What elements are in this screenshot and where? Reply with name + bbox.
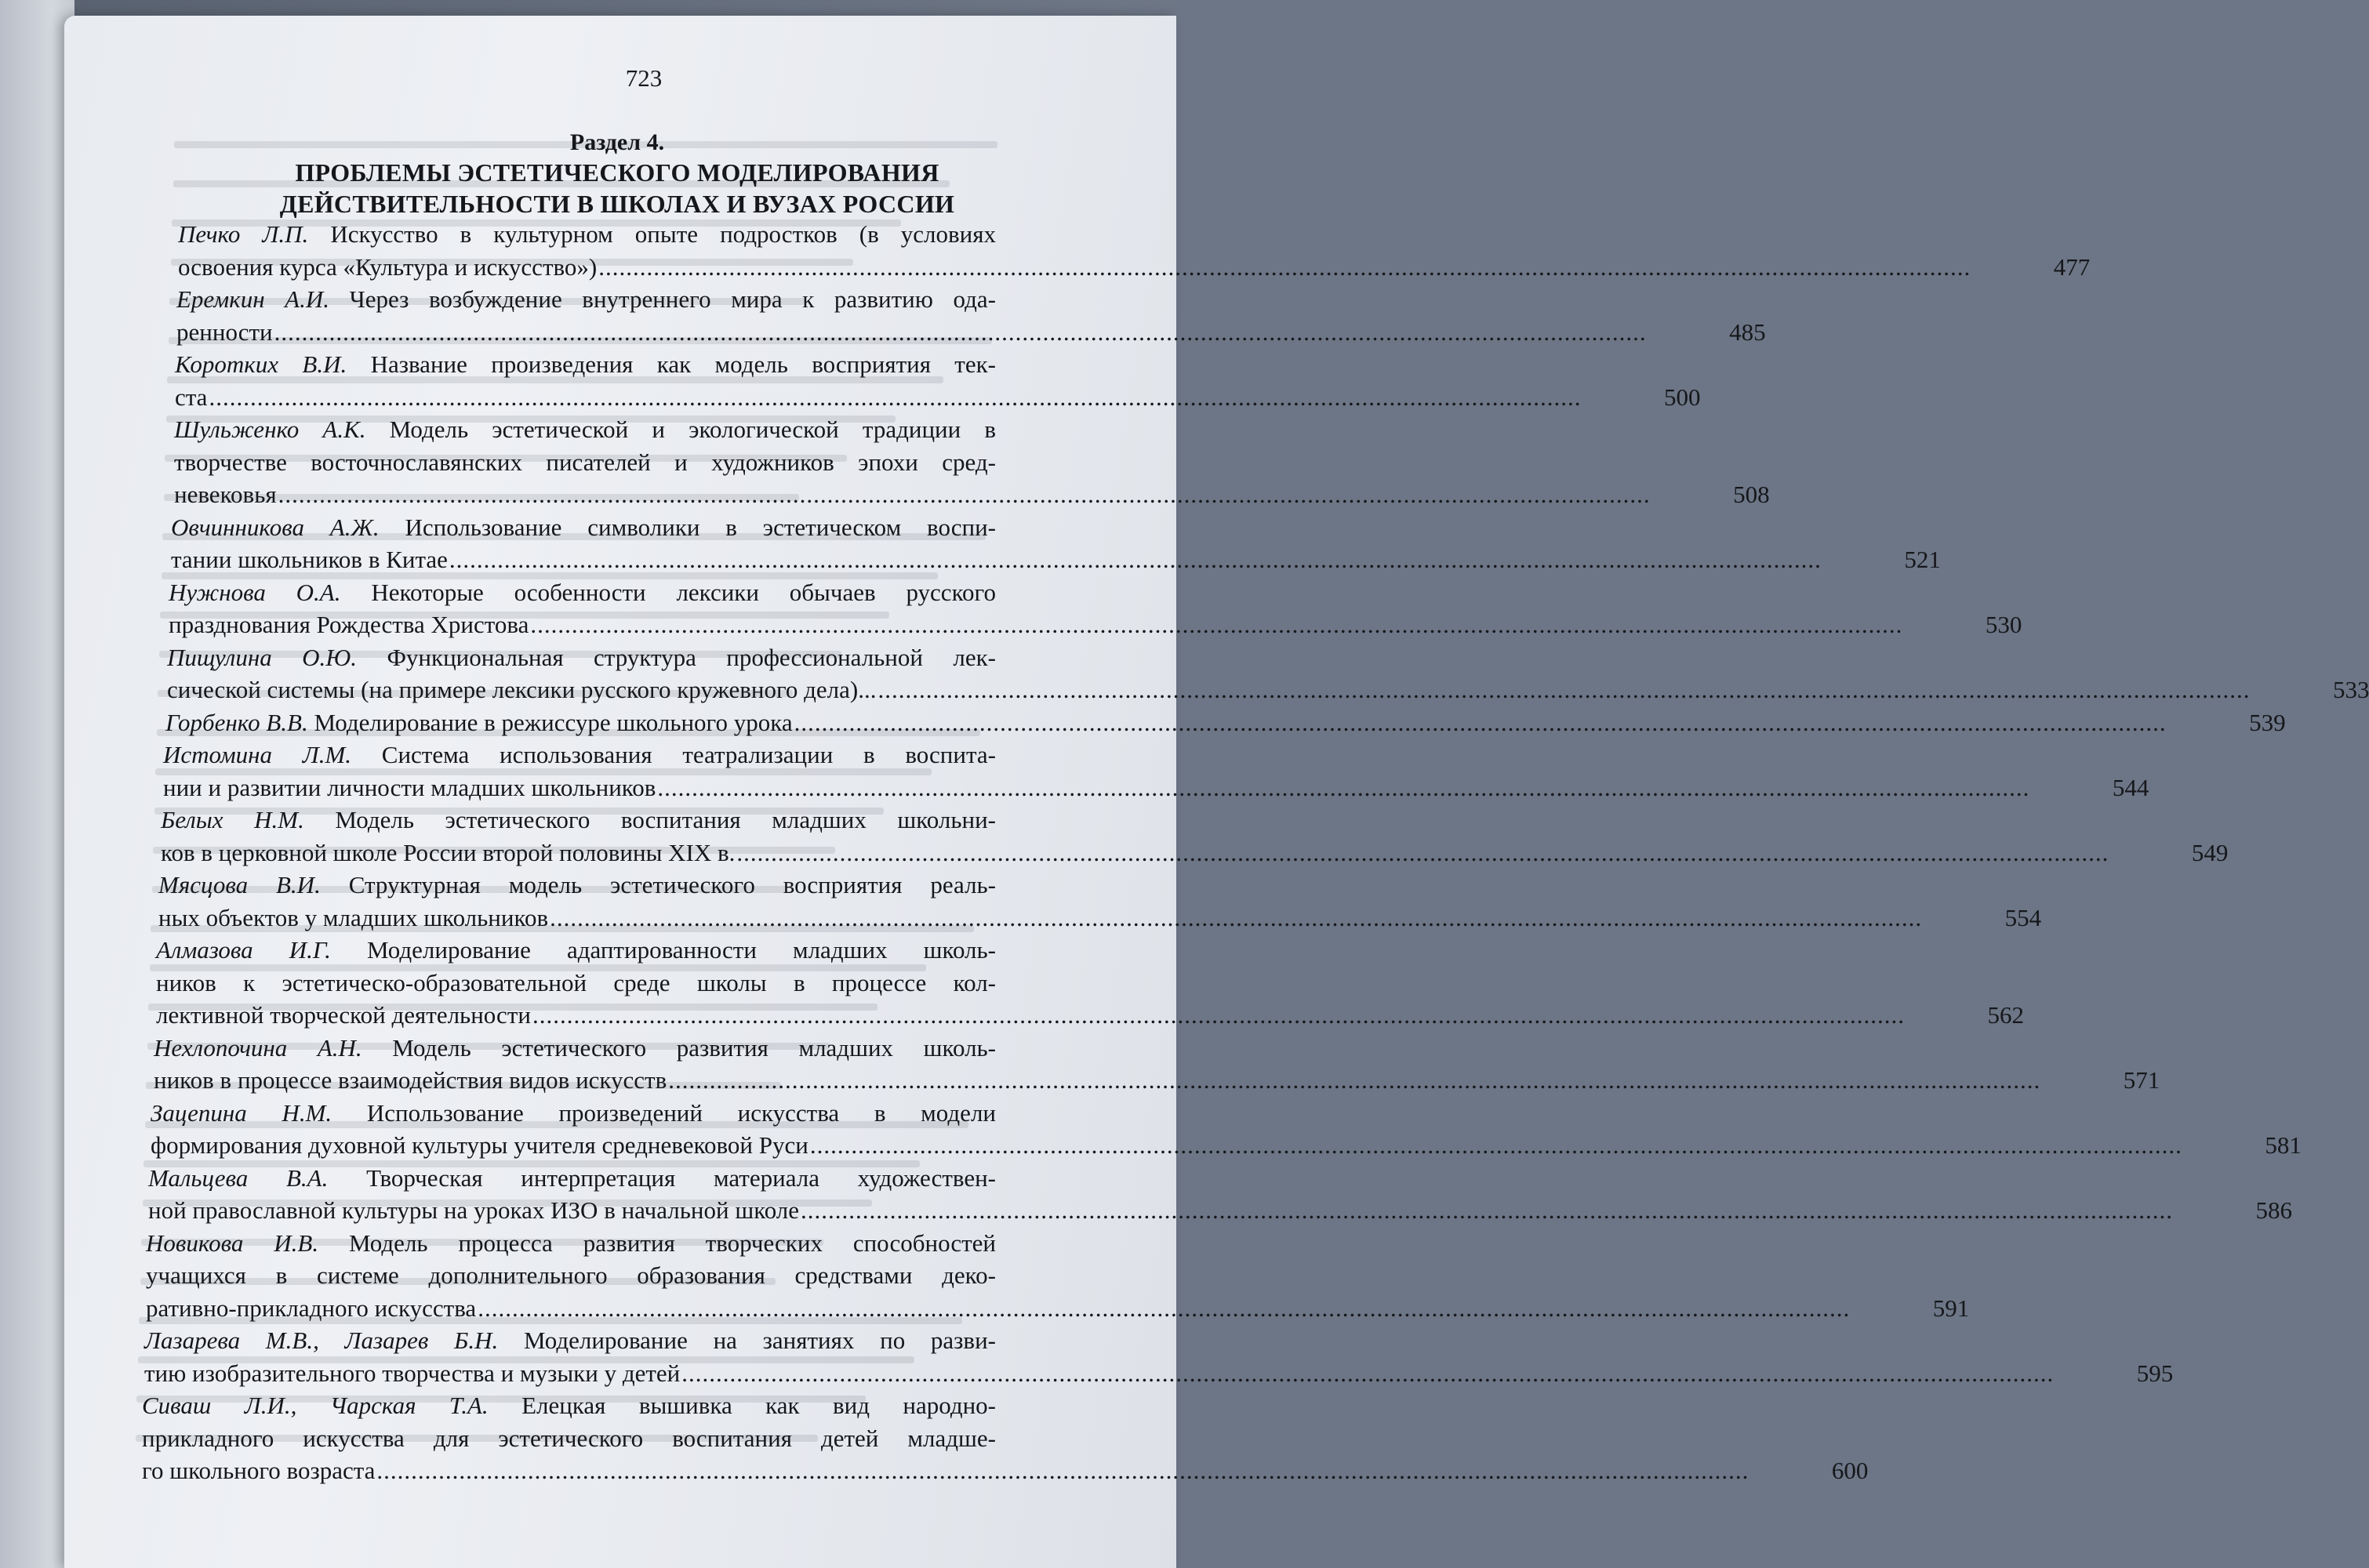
dot-leader: ........................................................................................................................................................................................................	[657, 773, 2030, 801]
section-title-line: ДЕЙСТВИТЕЛЬНОСТИ В ШКОЛАХ И ВУЗАХ РОССИИ	[279, 190, 955, 218]
toc-title-text: формирования духовной культуры учителя средневековой Руси	[151, 1131, 808, 1159]
toc-title-text: Модель процесса развития творческих способностей	[349, 1229, 997, 1257]
toc-entry-line	[174, 413, 996, 446]
toc-entry-line	[151, 1097, 996, 1130]
toc-entry	[158, 869, 2042, 934]
toc-entry	[167, 641, 2369, 706]
toc-title-tail	[144, 1357, 680, 1390]
toc-entry-line-last	[161, 837, 2229, 869]
toc-page-number: 508	[1733, 481, 1770, 508]
toc-entry-line	[146, 1259, 996, 1292]
toc-entry-line	[144, 1324, 996, 1357]
dot-leader: ........................................................................................................................................................................................................	[794, 708, 2167, 736]
toc-author: Лазарева М.В., Лазарев Б.Н.	[144, 1327, 499, 1354]
toc-title-tail	[163, 771, 656, 804]
toc-author: Еремкин А.И.	[176, 285, 329, 313]
section-title-line: ПРОБЛЕМЫ ЭСТЕТИЧЕСКОГО МОДЕЛИРОВАНИЯ	[295, 158, 939, 187]
toc-entry-line-last	[165, 706, 2286, 739]
toc-author: Зацепина Н.М.	[151, 1098, 332, 1127]
toc-entry	[176, 283, 1766, 348]
toc-entry-line-last	[176, 316, 1766, 349]
toc-title-text: освоения курса «Культура и искусство»)	[178, 252, 598, 281]
toc-title-text: Искусство в культурном опыте подростков (в условиях	[330, 220, 996, 248]
toc-entry-line	[171, 511, 996, 544]
toc-entry	[178, 218, 2091, 283]
toc-title-tail	[165, 706, 793, 739]
toc-author: Алмазова И.Г.	[156, 936, 331, 964]
toc-page-number: 549	[2191, 838, 2229, 866]
toc-title-text: ренности	[176, 318, 273, 346]
toc-title-tail	[174, 478, 277, 511]
toc-title-tail	[175, 381, 207, 414]
toc-title-text: ной православной культуры на уроках ИЗО в начальной школе	[148, 1196, 800, 1224]
toc-title-tail	[154, 1064, 667, 1097]
toc-title-tail	[161, 837, 735, 869]
toc-page-number: 544	[2112, 773, 2149, 801]
toc-entry-line-last	[158, 902, 2042, 935]
toc-entry-line-last	[171, 543, 1941, 576]
toc-entry-line-last	[156, 999, 2024, 1032]
toc-title-text: ративно-прикладного искусства	[146, 1294, 477, 1322]
toc-entry-line	[142, 1422, 996, 1455]
toc-author: Горбенко В.В.	[165, 708, 308, 736]
toc-entry	[156, 934, 2024, 1032]
toc-entry-line-last	[148, 1194, 2293, 1227]
section-label: Раздел 4.	[569, 129, 665, 155]
toc-author: Сиваш Л.И., Чарская Т.А.	[142, 1392, 489, 1419]
toc-title-text: Модель эстетической и экологической традиции в	[389, 416, 997, 443]
toc-entry-line-last	[175, 381, 1701, 414]
adjacent-page-edge	[0, 0, 74, 1568]
toc-title-text: Модель эстетического развития младших школь-	[392, 1033, 996, 1062]
toc-page-number: 562	[1987, 1001, 2024, 1029]
dot-leader: ........................................................................................................................................................................................................	[801, 1196, 2174, 1224]
toc-title-tail	[142, 1454, 375, 1487]
toc-entry	[142, 1389, 1869, 1487]
toc-title-text: невековья	[174, 481, 277, 508]
toc-entry	[163, 739, 2149, 804]
toc-page-number: 595	[2136, 1359, 2174, 1387]
toc-title-text: Через возбуждение внутреннего мира к развитию ода-	[349, 285, 996, 313]
toc-author: Новикова И.В.	[146, 1229, 319, 1257]
toc-author: Белых Н.М.	[161, 806, 304, 833]
toc-entry-line	[174, 446, 996, 479]
toc-title-text: ных объектов у младших школьников	[158, 903, 549, 931]
toc-entry-line	[154, 1032, 996, 1065]
toc-author: Овчинникова А.Ж.	[171, 513, 380, 541]
toc-entry-line	[142, 1389, 996, 1422]
toc-entry-line-last	[163, 771, 2149, 804]
toc-title-text: ков в церковной школе России второй половины XIX в.	[161, 838, 736, 866]
toc-page-number: 600	[1831, 1457, 1869, 1484]
toc-title-text: лективной творческой деятельности	[156, 1001, 531, 1029]
toc-page-number: 477	[2053, 252, 2091, 281]
toc-entry	[169, 576, 2022, 641]
dot-leader: ........................................................................................................................................................................................................	[809, 1131, 2182, 1159]
toc-title-tail	[176, 316, 273, 349]
toc-entry-line	[156, 967, 996, 1000]
toc-title-text: Моделирование адаптированности младших школь-	[366, 936, 996, 964]
toc-entry-line-last	[169, 608, 2022, 641]
toc-entry-line	[148, 1162, 996, 1195]
toc-title-text: празднования Рождества Христова	[169, 611, 529, 638]
toc-entry-line	[175, 348, 996, 381]
toc-entry-line-last	[151, 1129, 2302, 1162]
toc-entry-line-last	[178, 251, 2091, 284]
toc-title-text: Использование произведений искусства в модели	[366, 1098, 996, 1127]
toc-title-tail	[171, 543, 448, 576]
toc-entry-line	[176, 283, 996, 316]
dot-leader: ........................................................................................................................................................................................................	[550, 903, 1923, 931]
toc-title-text: Модель эстетического воспитания младших школьни-	[335, 806, 996, 833]
toc-entry-line	[146, 1227, 996, 1260]
toc-title-text: ста	[175, 383, 208, 411]
toc-entry	[171, 511, 1941, 576]
toc-title-text: Система использования театрализации в воспита-	[381, 741, 996, 768]
toc-page-number: 539	[2249, 708, 2286, 736]
toc-title-text: Функциональная структура профессиональной лек-	[387, 643, 997, 671]
dot-leader: ........................................................................................................................................................................................................	[530, 611, 1903, 638]
toc-page-number: 533	[2332, 676, 2369, 703]
toc-entry	[144, 1324, 2174, 1389]
toc-title-text: сической системы (на примере лексики русского кружевного дела)...	[167, 676, 877, 703]
toc-page-number: 581	[2265, 1131, 2302, 1159]
section-heading	[182, 129, 1052, 220]
toc-page-number: 571	[2123, 1066, 2160, 1094]
toc-title-tail	[169, 608, 529, 641]
toc-author: Пищулина О.Ю.	[167, 643, 358, 671]
dot-leader: ........................................................................................................................................................................................................	[376, 1457, 1749, 1484]
toc-page-number: 530	[1985, 611, 2022, 638]
toc-entry-line	[156, 934, 996, 967]
toc-entry-line	[169, 576, 996, 609]
toc-page-number: 554	[2004, 903, 2042, 931]
toc-entry-line	[163, 739, 996, 771]
toc-title-tail	[148, 1194, 799, 1227]
toc-title-text: учащихся в системе дополнительного образования средствами деко-	[146, 1261, 996, 1289]
toc-entry	[151, 1097, 2302, 1162]
toc-author: Коротких В.И.	[175, 350, 347, 378]
toc-title-text: Структурная модель эстетического восприятия реаль-	[348, 871, 996, 898]
toc-entry-line	[158, 869, 996, 902]
toc-author: Истомина Л.М.	[163, 741, 352, 768]
toc-title-text: ников к эстетическо-образовательной среде школы в процессе кол-	[156, 968, 996, 996]
toc-title-text: творчестве восточнославянских писателей и художников эпохи сред-	[174, 448, 996, 476]
page-number: 723	[625, 64, 663, 92]
toc-title-text: Елецкая вышивка как вид народно-	[521, 1392, 997, 1419]
toc-entry-line-last	[144, 1357, 2174, 1390]
toc-entry	[154, 1032, 2160, 1097]
toc-title-text: Использование символики в эстетическом воспи-	[405, 513, 997, 541]
dot-leader: ........................................................................................................................................................................................................	[478, 1294, 1851, 1322]
toc-title-text: прикладного искусства для эстетического воспитания детей младше-	[142, 1424, 996, 1452]
toc-entry	[148, 1162, 2293, 1227]
dot-leader: ........................................................................................................................................................................................................	[278, 481, 1651, 508]
toc-title-text: Название произведения как модель восприятия тек-	[370, 350, 997, 378]
toc-entry-line-last	[142, 1454, 1869, 1487]
toc-title-text: Моделирование в режиссуре школьного урока	[314, 708, 793, 736]
toc-title-text: го школьного возраста	[142, 1457, 376, 1484]
dot-leader: ........................................................................................................................................................................................................	[736, 838, 2109, 866]
toc-entry-line-last	[154, 1064, 2160, 1097]
toc-entry-line	[161, 804, 996, 837]
toc-entry	[161, 804, 2229, 869]
toc-title-tail	[158, 902, 548, 935]
toc-entry	[175, 348, 1701, 413]
toc-page-number: 521	[1904, 546, 1941, 573]
toc-entry-line-last	[174, 478, 1770, 511]
dot-leader: ........................................................................................................................................................................................................	[449, 546, 1822, 573]
toc-title-tail	[156, 999, 531, 1032]
toc-title-text: тию изобразительного творчества и музыки у детей	[144, 1359, 681, 1387]
toc-entry-line	[178, 218, 996, 251]
dot-leader: ........................................................................................................................................................................................................	[532, 1001, 1905, 1029]
toc-title-tail	[151, 1129, 808, 1162]
toc-page-number: 591	[1932, 1294, 1970, 1322]
toc-entry-line-last	[146, 1292, 1970, 1325]
toc-entry	[165, 706, 2286, 739]
dot-leader: ........................................................................................................................................................................................................	[274, 318, 1647, 346]
dot-leader: ........................................................................................................................................................................................................	[668, 1066, 2041, 1094]
toc-title-text: Моделирование на занятиях по разви-	[523, 1327, 996, 1354]
toc-title-text: тании школьников в Китае	[171, 546, 448, 573]
toc-entry	[146, 1227, 1970, 1325]
toc-title-text: Творческая интерпретация материала художествен-	[366, 1163, 997, 1192]
toc-author: Шульженко А.К.	[174, 416, 366, 443]
toc-title-text: нии и развитии личности младших школьников	[163, 773, 656, 801]
toc-title-tail	[178, 251, 597, 284]
toc-entry-line	[167, 641, 996, 674]
toc-page-number: 500	[1663, 383, 1701, 411]
book-page	[64, 16, 2369, 1568]
toc-author: Мальцева В.А.	[148, 1163, 329, 1192]
toc-entry	[174, 413, 1770, 511]
dot-leader: ........................................................................................................................................................................................................	[598, 252, 1971, 281]
toc-author: Мясцова В.И.	[158, 871, 321, 898]
section-title	[182, 157, 1052, 220]
toc-title-tail	[167, 673, 876, 706]
toc-author: Печко Л.П.	[178, 220, 309, 248]
toc-entry-line-last	[167, 673, 2369, 706]
toc-title-tail	[146, 1292, 476, 1325]
dot-leader: ........................................................................................................................................................................................................	[877, 676, 2251, 703]
table-of-contents	[96, 218, 2369, 1487]
toc-page-number: 485	[1729, 318, 1766, 346]
toc-page-number: 586	[2255, 1196, 2293, 1224]
toc-title-text: ников в процессе взаимодействия видов искусств	[154, 1066, 667, 1094]
dot-leader: ........................................................................................................................................................................................................	[209, 383, 1582, 411]
toc-author: Нехлопочина А.Н.	[154, 1033, 362, 1062]
toc-author: Нужнова О.А.	[169, 578, 341, 606]
toc-title-text: Некоторые особенности лексики обычаев русского	[371, 578, 996, 606]
dot-leader: ........................................................................................................................................................................................................	[681, 1359, 2055, 1387]
